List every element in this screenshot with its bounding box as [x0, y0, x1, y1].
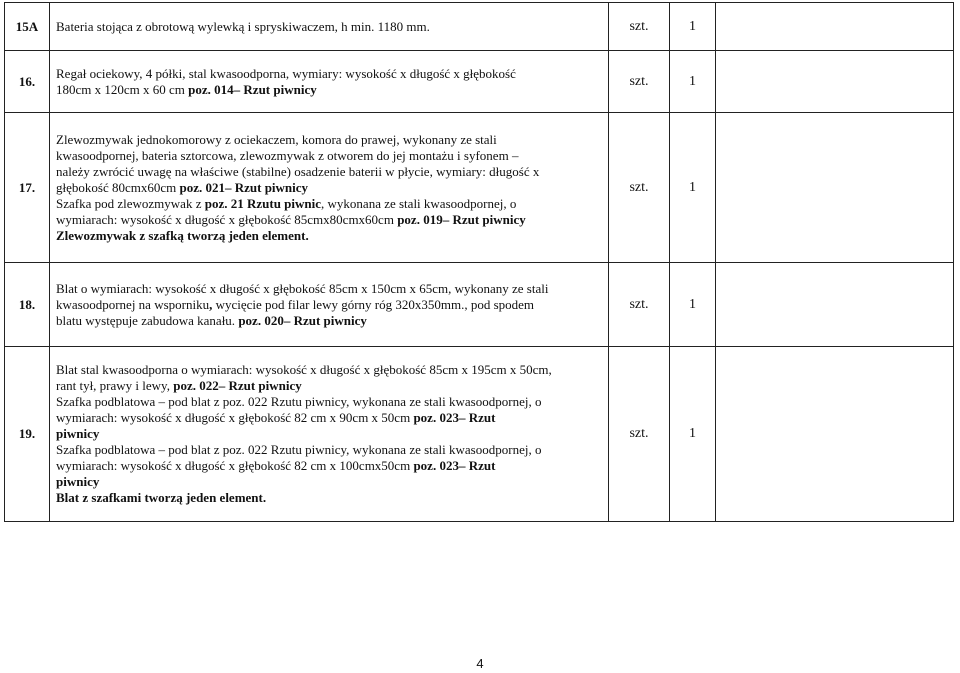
text: Szafka podblatowa – pod blat z poz. 022 Rzutu piwnicy, wykonana ze stali kwasoodpornej, o: [56, 394, 542, 409]
bold-text: poz. 21 Rzutu piwnic: [204, 195, 322, 211]
text: wycięcie pod filar lewy górny róg 320x350mm., pod spodem: [212, 296, 535, 312]
description-line: [56, 490, 602, 506]
bold-text: piwnicy: [56, 474, 100, 489]
text: wymiarach: wysokość x długość x głębokość 85cmx80cmx60cm: [56, 211, 398, 227]
text: 180cm x 120cm x 60 cm: [56, 81, 189, 97]
text: należy zwrócić uwagę na właściwe (stabilne) osadzenie baterii w płycie, wymiary: długość x: [56, 163, 540, 179]
bold-text: poz. 019– Rzut piwnicy: [397, 211, 526, 227]
item-unit: szt.: [609, 347, 670, 522]
description-line: [56, 458, 602, 474]
specification-table-body: [5, 3, 954, 522]
description-line: [56, 212, 602, 228]
text: Regał ociekowy, 4 półki, stal kwasoodporna, wymiary: wysokość x długość x głębokość: [56, 65, 516, 81]
item-description: [50, 113, 609, 263]
text: Blat o wymiarach: wysokość x długość x głębokość 85cm x 150cm x 65cm, wykonany ze stali: [56, 280, 549, 296]
description-line: [56, 66, 602, 82]
item-unit: szt.: [609, 51, 670, 113]
description-line: [56, 281, 602, 297]
item-unit: szt.: [609, 263, 670, 347]
item-unit: szt.: [609, 3, 670, 51]
empty-cell: [716, 113, 954, 263]
item-quantity: 1: [670, 347, 716, 522]
bold-text: poz. 020– Rzut piwnicy: [235, 312, 367, 328]
empty-cell: [716, 347, 954, 522]
description-line: [56, 426, 602, 442]
item-description: [50, 3, 609, 51]
text: Zlewozmywak jednokomorowy z ociekaczem, komora do prawej, wykonany ze stali: [56, 131, 497, 147]
bold-text: poz. 023– Rzut: [413, 410, 496, 425]
item-quantity: 1: [670, 3, 716, 51]
item-number: 17.: [5, 113, 50, 263]
bold-text: poz. 022– Rzut piwnicy: [173, 378, 302, 393]
description-line: [56, 82, 602, 98]
bold-text: poz. 021– Rzut piwnicy: [179, 179, 309, 195]
bold-text: Blat z szafkami tworzą jeden element.: [56, 490, 267, 505]
description-line: [56, 132, 602, 148]
item-number: 16.: [5, 51, 50, 113]
text: kwasoodpornej, bateria sztorcowa, zlewozmywak z otworem do jej montażu i syfonem –: [56, 147, 519, 163]
bold-text: ,: [209, 296, 213, 312]
text: Blat stal kwasoodporna o wymiarach: wysokość x długość x głębokość 85cm x 195cm x 50cm,: [56, 362, 552, 377]
empty-cell: [716, 51, 954, 113]
bold-text: poz. 023– Rzut: [413, 458, 496, 473]
text: głębokość 80cmx60cm: [56, 179, 180, 195]
text: Szafka pod zlewozmywak z: [56, 195, 205, 211]
description-line: [56, 164, 602, 180]
text: , wykonana ze stali kwasoodpornej, o: [321, 195, 517, 211]
table-row: [5, 263, 954, 347]
item-quantity: 1: [670, 51, 716, 113]
empty-cell: [716, 3, 954, 51]
item-quantity: 1: [670, 113, 716, 263]
description-line: [56, 148, 602, 164]
bold-text: piwnicy: [56, 426, 100, 441]
description-line: [56, 362, 602, 378]
description-line: [56, 394, 602, 410]
description-line: [56, 297, 602, 313]
text: Bateria stojąca z obrotową wylewką i spryskiwaczem, h min. 1180 mm.: [56, 18, 430, 34]
item-description: [50, 263, 609, 347]
bold-text: Zlewozmywak z szafką tworzą jeden element.: [56, 227, 309, 243]
text: Szafka podblatowa – pod blat z poz. 022 Rzutu piwnicy, wykonana ze stali kwasoodpornej, o: [56, 442, 542, 457]
bold-text: poz. 014– Rzut piwnicy: [188, 81, 317, 97]
item-number: 18.: [5, 263, 50, 347]
text: rant tył, prawy i lewy,: [56, 378, 174, 393]
text: wymiarach: wysokość x długość x głębokość 82 cm x 90cm x 50cm: [56, 410, 414, 425]
description-line: [56, 180, 602, 196]
item-quantity: 1: [670, 263, 716, 347]
item-number: 15A: [5, 3, 50, 51]
description-line: [56, 19, 602, 35]
text: blatu występuje zabudowa kanału.: [56, 312, 236, 328]
description-line: [56, 474, 602, 490]
item-description: [50, 51, 609, 113]
page-number: 4: [476, 656, 484, 671]
table-row: [5, 51, 954, 113]
description-line: [56, 196, 602, 212]
item-description: [50, 347, 609, 522]
text: kwasoodpornej na wsporniku: [56, 296, 210, 312]
description-line: [56, 410, 602, 426]
description-line: [56, 228, 602, 244]
item-number: 19.: [5, 347, 50, 522]
text: wymiarach: wysokość x długość x głębokość 82 cm x 100cmx50cm: [56, 458, 414, 473]
table-row: [5, 347, 954, 522]
description-line: [56, 442, 602, 458]
table-row: [5, 3, 954, 51]
description-line: [56, 313, 602, 329]
specification-table: [4, 2, 954, 522]
description-line: [56, 378, 602, 394]
item-unit: szt.: [609, 113, 670, 263]
table-row: [5, 113, 954, 263]
empty-cell: [716, 263, 954, 347]
